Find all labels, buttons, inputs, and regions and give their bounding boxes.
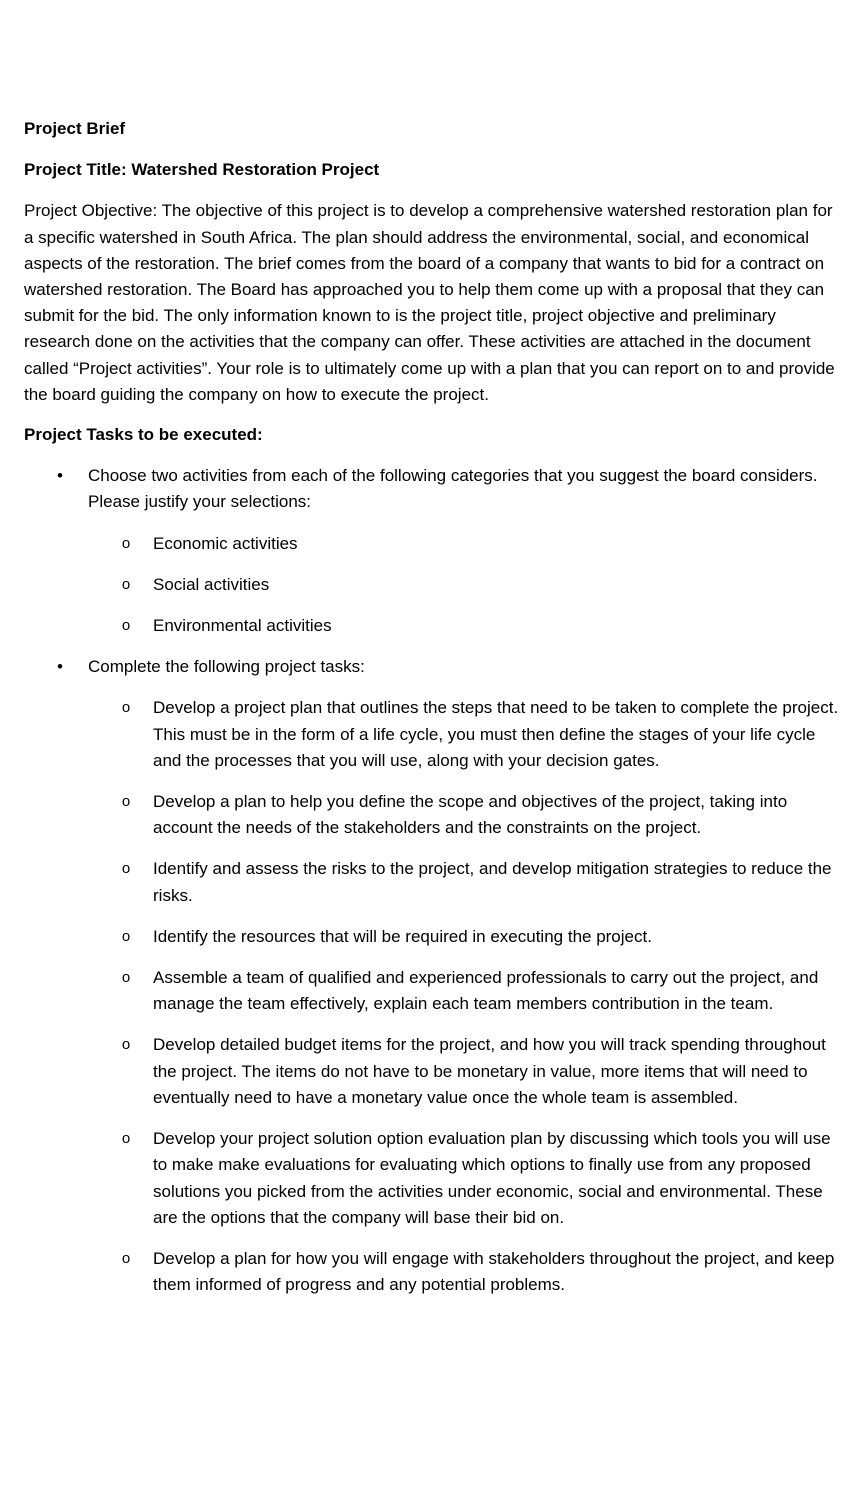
document-page [24,116,844,1313]
sub-bullet-icon: o [121,969,131,987]
list-item-text: Choose two activities from each of the following categories that you suggest the board considers. Please justify your selections: [88,466,818,512]
list-item-text: Complete the following project tasks: [88,657,365,677]
sub-bullet-icon: o [121,617,131,635]
sub-list-item-text: Economic activities [153,533,298,553]
sub-list-item-text: Develop a plan for how you will engage with stakeholders throughout the project, and keep them informed of progress and any potential problems. [153,1248,835,1295]
sub-list-item-text: Develop detailed budget items for the project, and how you will track spending throughout the project. The items do not have to be monetary in value, more items that will need to eventually need to have a monetary value once the whole team is assembled. [153,1035,826,1107]
sub-bullet-icon: o [121,927,131,945]
sub-list-item-text: Social activities [153,574,270,594]
sub-bullet-icon: o [121,1130,131,1148]
sub-bullet-icon: o [121,534,131,552]
sub-bullet-icon: o [121,793,131,811]
sub-list-item-text: Identify the resources that will be required in executing the project. [153,926,652,946]
sub-list-item [24,613,844,639]
sub-list-item [24,572,844,598]
sub-list-item [24,789,844,841]
sub-list-item [24,924,844,950]
list-item [24,463,844,515]
sub-list-item-text: Develop a project plan that outlines the steps that need to be taken to complete the project. This must be in the form of a life cycle, you must then define the stages of your life cycle and the processes that you will use, along with your decision gates. [153,698,839,770]
sub-bullet-icon: o [121,1036,131,1054]
sub-list-item [24,1246,844,1298]
sub-list-item [24,1126,844,1231]
sub-list-item [24,1032,844,1111]
sub-bullet-icon: o [121,860,131,878]
sub-list-item-text: Identify and assess the risks to the project, and develop mitigation strategies to reduce the risks. [153,859,832,905]
project-title: Project Title: Watershed Restoration Project [24,160,380,180]
bullet-icon: • [57,657,63,677]
sub-bullet-icon: o [121,1249,131,1267]
sub-list-item-text: Assemble a team of qualified and experienced professionals to carry out the project, and manage the team effectively, explain each team members contribution in the team. [153,968,819,1014]
sub-list-item-text: Environmental activities [153,616,332,636]
tasks-heading: Project Tasks to be executed: [24,425,263,445]
sub-list-item [24,856,844,908]
sub-list-item [24,695,844,774]
sub-bullet-icon: o [121,575,131,593]
sub-list-item-text: Develop a plan to help you define the scope and objectives of the project, taking into account the needs of the stakeholders and the constraints on the project. [153,792,788,838]
sub-list-item [24,965,844,1017]
sub-list-item [24,531,844,557]
sub-list-item-text: Develop your project solution option evaluation plan by discussing which tools you will use to make make evaluations for evaluating which options to finally use from any proposed solutions you picked from the activities under economic, social and environmental. These are the options that the company will base their bid on. [153,1129,831,1227]
document-heading: Project Brief [24,119,126,138]
bullet-icon: • [57,466,63,486]
project-objective-paragraph: Project Objective: The objective of this project is to develop a comprehensive watershed restoration plan for a specific watershed in South Africa. The plan should address the environmental, social, and economical aspects of the restoration. The brief comes from the board of a company that wants to bid for a contract on watershed restoration. The Board has approached you to help them come up with a proposal that they can submit for the bid. The only information known to is the project title, project objective and preliminary research done on the activities that the company can offer. These activities are attached in the document called “Project activities”. Your role is to ultimately come up with a plan that you can report on to and provide the board guiding the company on how to execute the project. [24,201,835,404]
sub-bullet-icon: o [121,699,131,717]
list-item [24,654,844,680]
